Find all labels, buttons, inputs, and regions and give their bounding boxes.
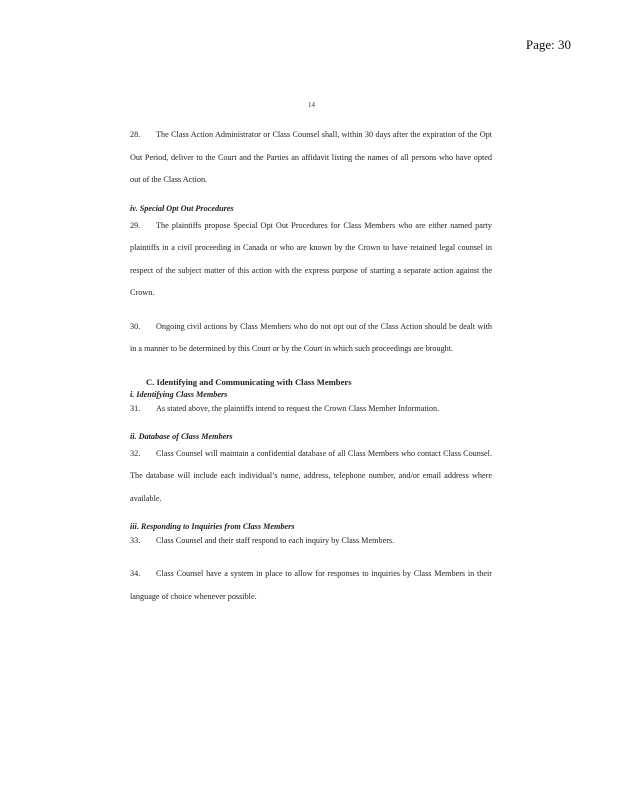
paragraph-text: As stated above, the plaintiffs intend to request the Crown Class Member Information. bbox=[156, 403, 440, 413]
paragraph-number: 31. bbox=[130, 403, 141, 413]
paragraph-number: 29. bbox=[130, 220, 141, 230]
page-number: 14 bbox=[308, 101, 315, 109]
heading-responding: iii. Responding to Inquiries from Class Members bbox=[130, 522, 295, 531]
paragraph-number: 33. bbox=[130, 536, 141, 545]
paragraph-number: 32. bbox=[130, 448, 141, 458]
paragraph-text: Class Counsel and their staff respond to each inquiry by Class Members. bbox=[156, 536, 395, 545]
paragraph-28 bbox=[130, 124, 492, 192]
paragraph-33 bbox=[130, 533, 492, 549]
paragraph-text: Class Counsel will maintain a confidential database of all Class Members who contact Class Counsel. The database will include each individual’s name, address, telephone number, and/or email address where available. bbox=[130, 448, 492, 503]
paragraph-32 bbox=[130, 443, 492, 511]
heading-special-opt-out: iv. Special Opt Out Procedures bbox=[130, 203, 234, 213]
paragraph-number: 30. bbox=[130, 321, 141, 331]
paragraph-number: 34. bbox=[130, 569, 141, 578]
paragraph-29 bbox=[130, 215, 492, 305]
heading-database: ii. Database of Class Members bbox=[130, 431, 233, 441]
paragraph-31 bbox=[130, 401, 492, 417]
paragraph-text: The plaintiffs propose Special Opt Out Procedures for Class Members who are either named party plaintiffs in a civil proceeding in Canada or who are known by the Crown to have retained legal counsel in respect of the subject matter of this action with the express purpose of starting a separate action against the Crown. bbox=[130, 220, 492, 297]
document-body bbox=[130, 124, 492, 608]
paragraph-number: 28. bbox=[130, 130, 141, 139]
paragraph-30 bbox=[130, 316, 492, 361]
paragraph-text: Ongoing civil actions by Class Members who do not opt out of the Class Action should be dealt with in a manner to be determined by this Court or by the Court in which such proceedings are brought. bbox=[130, 321, 492, 353]
paragraph-text: The Class Action Administrator or Class Counsel shall, within 30 days after the expiration of the Opt Out Period, deliver to the Court and the Parties an affidavit listing the names of all persons who have opted out of the Class Action. bbox=[130, 130, 492, 184]
heading-section-c: C. Identifying and Communicating with Class Members bbox=[146, 376, 352, 387]
heading-identifying: i. Identifying Class Members bbox=[130, 389, 228, 399]
paragraph-text: Class Counsel have a system in place to allow for responses to inquiries by Class Members in their language of choice whenever possible. bbox=[130, 569, 492, 601]
page-label: Page: 30 bbox=[525, 37, 571, 52]
paragraph-34 bbox=[130, 563, 492, 608]
